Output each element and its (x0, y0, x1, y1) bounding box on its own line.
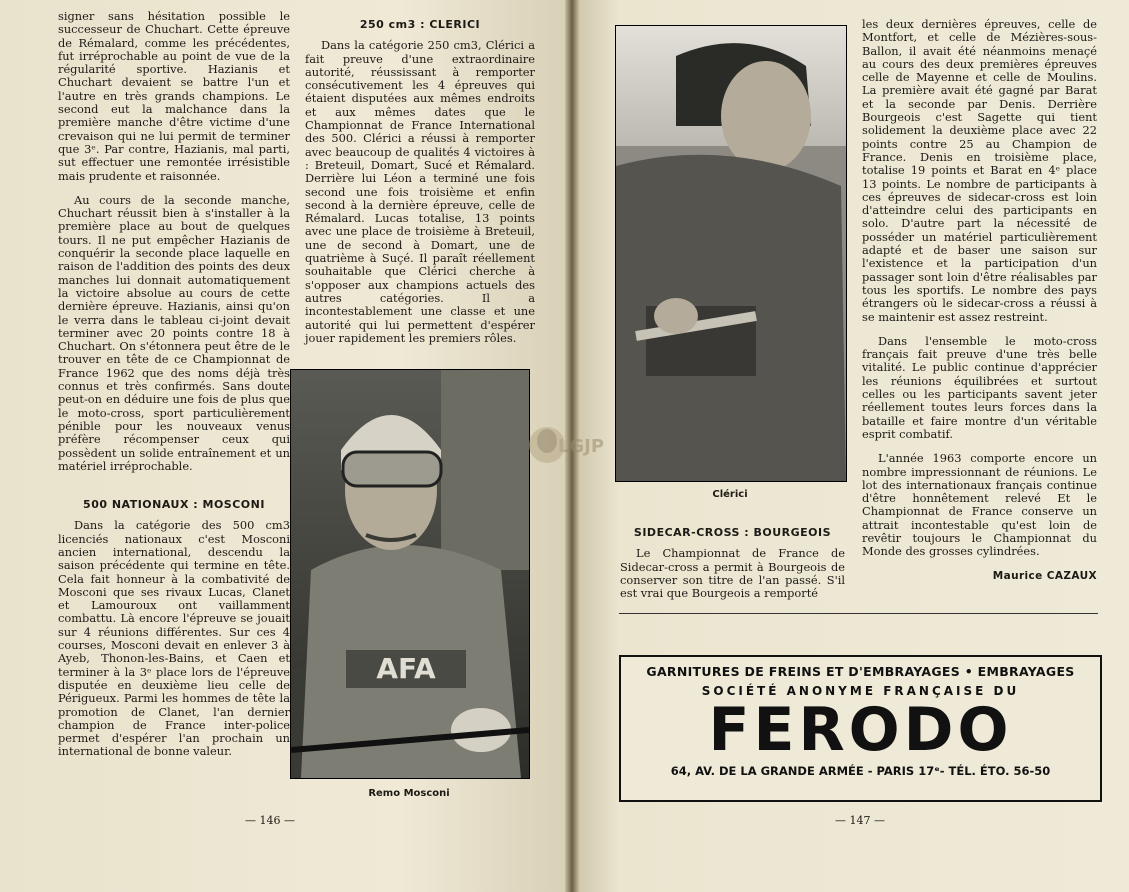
ad-address: 64, AV. DE LA GRANDE ARMÉE - PARIS 17ᵉ- TÉL. ÉTO. 56-50 (670, 764, 1051, 778)
intro-paragraph-2: Au cours de la seconde manche, Chuchart réussit bien à s'installer à la première place au bout de quelques tours. Il ne put empêcher Hazianis de conquérir la seconde place laquelle en raison de l'addition des points des deux manches lui donnait automatiquement la victoire absolue au cours de cette dernière épreuve. Hazianis, ainsi qu'on le verra dans le tableau ci-joint devait terminer avec 20 points contre 18 à Chuchart. On s'étonnera peut être de le trouver en tête de ce Championnat de France 1962 que des noms déjà très connus et très confirmés. Sans doute peut-on en déduire une fois de plus que le moto-cross, sport particulièrement pénible pour les nouveaux venus préfère récompenser ceux qui possèdent un solide entraînement et un matériel irréprochable. (58, 192, 290, 473)
right-column-1 (620, 526, 845, 611)
left-column-2 (305, 18, 535, 356)
right-paragraph-2: Dans l'ensemble le moto-cross français fait preuve d'une très belle vitalité. Le public continue d'apprécier les réunions équilibrées et surtout celles ou les participants savent jeter réellement toutes leurs forces dans la bataille et faire montre d'un véritable esprit combatif. (862, 333, 1097, 441)
right-column-2 (862, 18, 1097, 583)
mosconi-photo (290, 369, 530, 779)
jersey-text: AFA (376, 652, 436, 685)
ad-line-brakes: GARNITURES DE FREINS ET D'EMBRAYAGES • EMBRAYAGES (646, 664, 1075, 679)
sidecar-heading: SIDECAR-CROSS : BOURGEOIS (633, 526, 832, 539)
mosconi-photo-caption: Remo Mosconi (368, 788, 450, 799)
right-paragraph-1: les deux dernières épreuves, celle de Montfort, et celle de Mézières-sous-Ballon, il avait été néanmoins menaçé au cours des deux premières épreuves celle de Mayenne et celle de Moulins. La première avait été gagné par Barat et la seconde par Denis. Derrière Bourgeois c'est Sagette qui tient solidement la deuxième place avec 22 points contre 25 au Champion de France. Denis en troisième place, totalise 19 points et Barat en 4ᵉ place 13 points. Le nombre de participants à ces épreuves de sidecar-cross est loin d'atteindre celui des participants en solo. D'autre part la nécessité de posséder un matériel particulièrement adapté et de baser une saison sur l'existence et la participation d'un passager sont loin d'être réalisables par tous les sportifs. Le nombre des pays étrangers où le sidecar-cross a réussi à se maintenir est assez restreint. (862, 17, 1097, 324)
site-watermark-logo (527, 417, 605, 473)
right-paragraph-3: L'année 1963 comporte encore un nombre impressionnant de réunions. Le lot des internationaux français continue d'être honnêtement relevé Et le Championnat de France conserve un attrait incontestable qu'est loin de revêtir toujours le Championnat du Monde des grosses cylindrées. (862, 451, 1097, 559)
article-author: Maurice CAZAUX (992, 569, 1097, 582)
ferodo-advertisement (619, 655, 1102, 802)
section-500-heading: 500 NATIONAUX : MOSCONI (83, 498, 265, 512)
left-column-1 (58, 10, 290, 770)
right-page-number: — 147 — (835, 814, 885, 827)
left-page-number: — 146 — (245, 814, 295, 827)
clerici-photo (615, 25, 847, 482)
sidecar-paragraph: Le Championnat de France de Sidecar-cross a permit à Bourgeois de conserver son titre de l'an passé. S'il est vrai que Bourgeois a remporté (620, 546, 845, 601)
svg-text:LGJP: LGJP (557, 436, 605, 457)
ad-line-company: SOCIÉTÉ ANONYME FRANÇAISE DU (701, 684, 1020, 698)
section-250-heading: 250 cm3 : CLERICI (359, 18, 481, 31)
ad-brand-logo: FERODO (708, 695, 1013, 765)
article-end-rule (619, 613, 1098, 614)
section-500-paragraph: Dans la catégorie des 500 cm3 licenciés nationaux c'est Mosconi ancien international, descendu la saison précédente qui termine en tête. Cela fait honneur à la combativité de Mosconi que ses rivaux Lucas, Clanet et Lamouroux ont vaillamment combattu. Là encore l'épreuve se jouait sur 4 réunions différentes. Sur ces 4 courses, Mosconi devait en enlever 3 à Ayeb, Thonon-les-Bains, et Caen et terminer à la 3ᵉ place lors de l'épreuve disputée en deuxième lieu celle de Périgueux. Parmi les hommes de tête la promotion de Clanet, l'an dernier champion de France inter-police permet d'espérer l'an prochain un international de bonne valeur. (58, 518, 290, 759)
intro-paragraph-1: signer sans hésitation possible le successeur de Chuchart. Cette épreuve de Rémalard, comme les précédentes, fut irréprochable au point de vue de la régularité sportive. Hazianis et Chuchart devaient se battre l'un et l'autre en très grands champions. Le second eut la malchance dans la première manche d'être victime d'une crevaison qui ne lui permit de terminer que 3ᵉ. Par contre, Hazianis, mal parti, sut effectuer une remontée irrésistible mais prudente et raisonnée. (58, 9, 290, 183)
section-250-paragraph: Dans la catégorie 250 cm3, Clérici a fait preuve d'une extraordinaire autorité, réussissant à remporter consécutivement les 4 épreuves qui étaient disputées aux mêmes endroits et aux mêmes dates que le Championnat de France International des 500. Clérici a réussi à remporter avec beaucoup de qualités 4 victoires à : Breteuil, Domart, Sucé et Rémalard. Derrière lui Léon a terminé une fois second une fois troisième et enfin second à la dernière épreuve, celle de Rémalard. Lucas totalise, 13 points avec une place de troisième à Breteuil, une de second à Domart, une de quatrième à Suçé. Il paraît réellement souhaitable que Clérici cherche à s'opposer aux champions actuels des autres catégories. Il a incontestablement une classe et une autorité qui lui permettent d'espérer jouer rapidement les premiers rôles. (305, 38, 535, 345)
clerici-photo-caption: Clérici (712, 489, 748, 500)
